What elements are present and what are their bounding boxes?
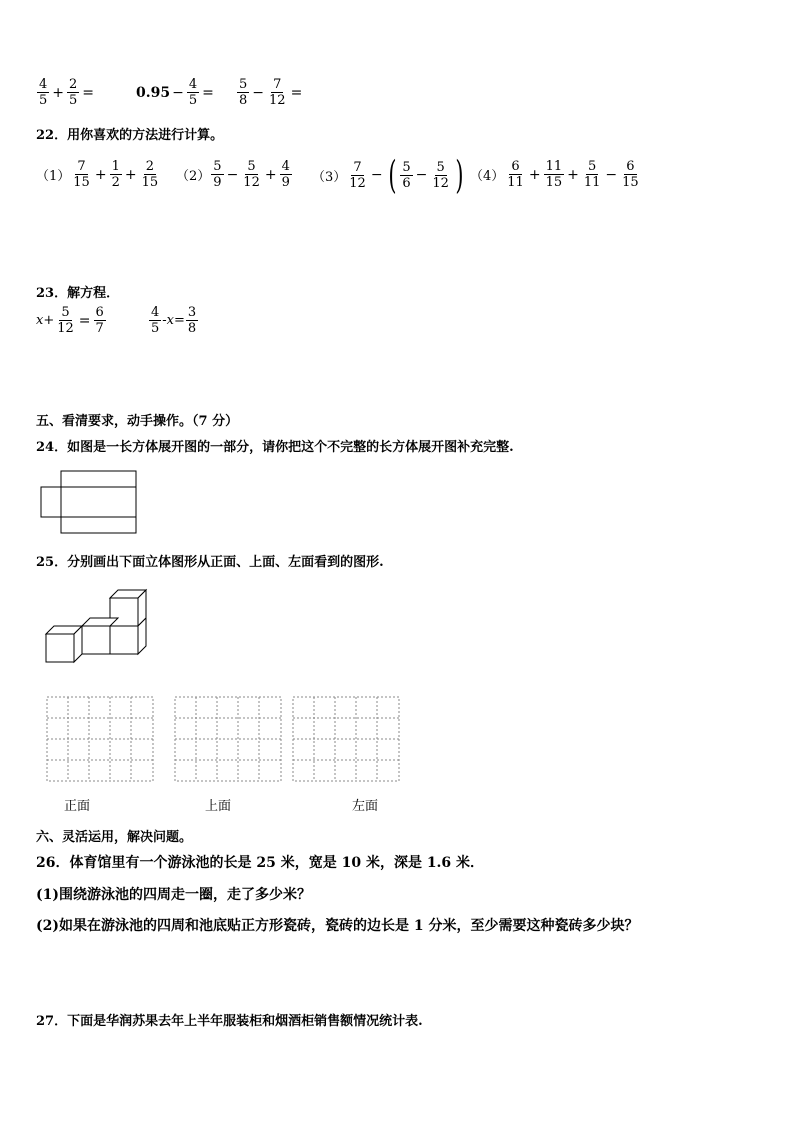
fraction: $\frac{5}{8}$ <box>239 77 248 108</box>
fraction: $\frac{3}{8}$ <box>187 305 197 336</box>
fraction: $\frac{2}{15}$ <box>141 159 159 190</box>
fraction: $\frac{5}{11}$ <box>583 159 601 190</box>
q22-part-4: （4） $\frac{6}{11}$ + $\frac{11}{15}$ + $\frac{5}{11}$ − $\frac{6}{15}$ <box>470 159 639 190</box>
expression-3: $\frac{5}{8}$ − $\frac{7}{12}$ = <box>239 77 303 108</box>
question-23-title: 23．解方程． <box>36 286 120 301</box>
caption-left: 左面 <box>352 799 379 814</box>
fraction: $\frac{4}{5}$ <box>188 77 198 108</box>
expression-1: $\frac{4}{5}$ + $\frac{2}{5}$ = <box>39 77 95 108</box>
section-5-title: 五、看清要求，动手操作。（7 分） <box>36 414 239 429</box>
question-24-title: 24．如图是一长方体展开图的一部分，请你把这个不完整的长方体展开图补充完整. <box>36 440 514 455</box>
fraction: $\frac{5}{12}$ <box>432 159 449 191</box>
question-22-title: 22．用你喜欢的方法进行计算。 <box>36 128 224 143</box>
fraction: $\frac{6}{7}$ <box>95 305 104 336</box>
fraction: $\frac{4}{5}$ <box>151 305 160 336</box>
fraction: $\frac{6}{11}$ <box>507 159 524 190</box>
fraction: $\frac{6}{15}$ <box>622 159 639 190</box>
section-6-title: 六、灵活运用，解决问题。 <box>36 830 193 845</box>
fraction: $\frac{2}{5}$ <box>69 77 78 108</box>
question-26-title: 26．体育馆里有一个游泳池的长是 25 米，宽是 10 米，深是 1.6 米． <box>36 855 485 871</box>
q22-part-3: （3） $\frac{7}{12}$ − ( $\frac{5}{6}$ − $\frac{5}{12}$ ) <box>312 153 464 197</box>
fraction: $\frac{5}{6}$ <box>402 159 411 191</box>
fraction: $\frac{5}{9}$ <box>213 159 222 190</box>
q22-part-1: （1） $\frac{7}{15}$ + $\frac{1}{2}$ + $\frac{2}{15}$ <box>36 159 159 190</box>
grid-left-view[interactable] <box>292 696 402 784</box>
fraction: $\frac{5}{12}$ <box>243 159 260 190</box>
fraction: $\frac{7}{12}$ <box>349 159 366 191</box>
cube-stack-figure <box>42 588 152 668</box>
fraction: $\frac{1}{2}$ <box>111 159 120 190</box>
fraction: $\frac{11}{15}$ <box>545 159 563 190</box>
question-26-part-2: (2)如果在游泳池的四周和池底贴正方形瓷砖，瓷砖的边长是 1 分米，至少需要这种瓷砖多少块？ <box>36 918 639 934</box>
q22-part-2: （2） $\frac{5}{9}$ − $\frac{5}{12}$ + $\frac{4}{9}$ <box>176 159 290 190</box>
fraction: $\frac{5}{12}$ <box>57 305 74 336</box>
fraction: $\frac{7}{12}$ <box>269 77 286 108</box>
grid-top-view[interactable] <box>174 696 284 784</box>
caption-top: 上面 <box>205 799 232 814</box>
fraction: $\frac{4}{5}$ <box>39 77 48 108</box>
fraction: $\frac{7}{15}$ <box>73 159 90 190</box>
question-25-title: 25．分别画出下面立体图形从正面、上面、左面看到的图形. <box>36 555 384 570</box>
grid-front-view[interactable] <box>46 696 156 784</box>
equation-2: $\frac{4}{5}$ -x= $\frac{3}{8}$ <box>151 305 197 336</box>
question-27-title: 27．下面是华润苏果去年上半年服装柜和烟酒柜销售额情况统计表. <box>36 1014 423 1029</box>
expression-2: 0.95 − $\frac{4}{5}$ = <box>136 77 214 108</box>
question-26-part-1: (1)围绕游泳池的四周走一圈，走了多少米？ <box>36 887 311 903</box>
fraction: $\frac{4}{9}$ <box>281 159 290 190</box>
partial-net-figure <box>38 468 140 538</box>
equation-1: x+ $\frac{5}{12}$ = $\frac{6}{7}$ <box>36 305 104 336</box>
caption-front: 正面 <box>64 799 91 814</box>
